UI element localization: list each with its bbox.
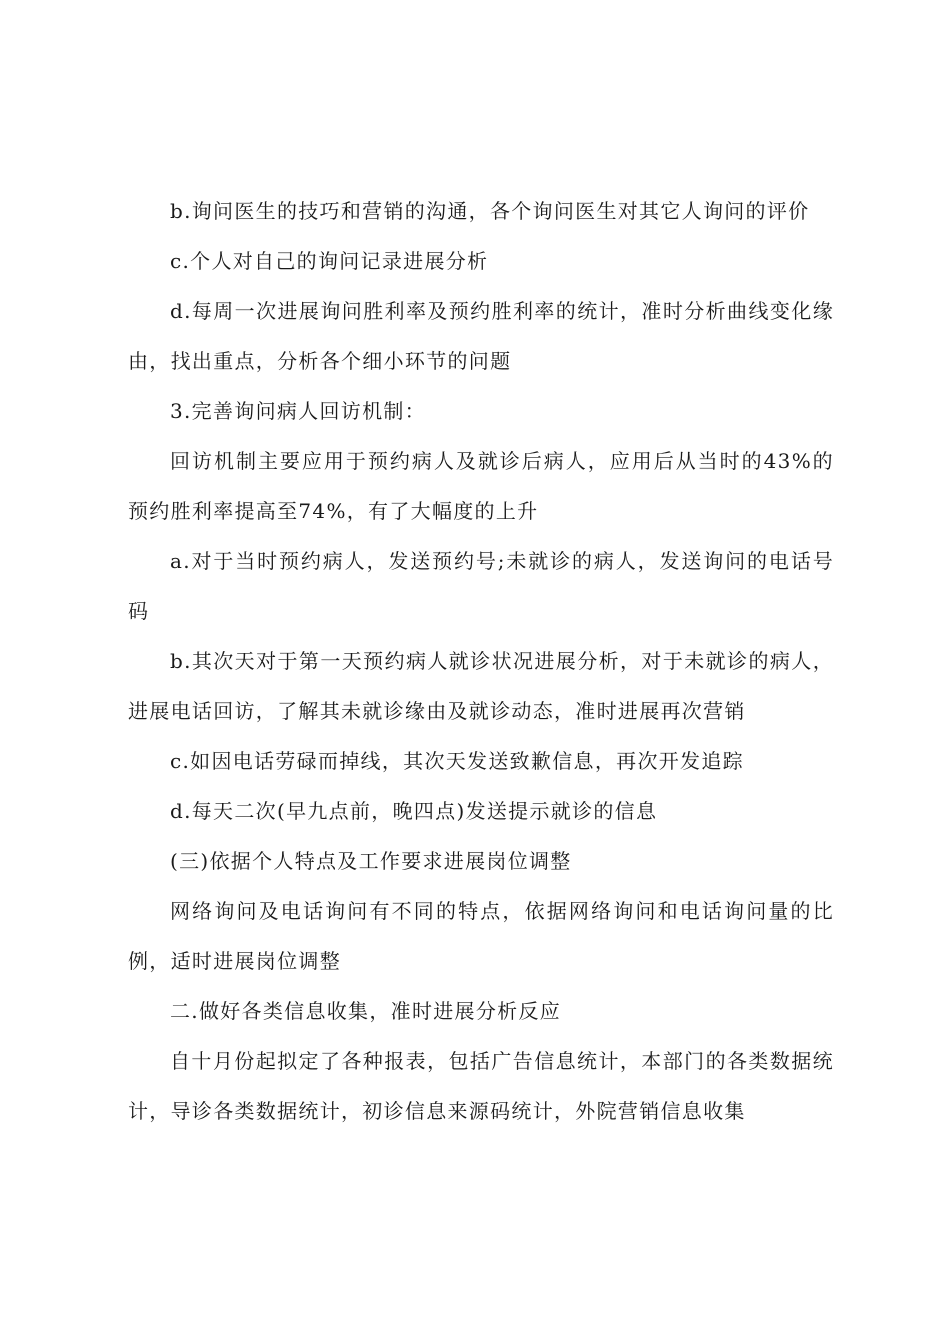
paragraph-b-next-day-analysis: b.其次天对于第一天预约病人就诊状况进展分析，对于未就诊的病人，进展电话回访，了解其未就诊缘由及就诊动态，准时进展再次营销 [128, 649, 834, 723]
paragraph-c-apology-message: c.如因电话劳碌而掉线，其次天发送致歉信息，再次开发追踪 [170, 749, 744, 773]
paragraph-b-consult-skills: b.询问医生的技巧和营销的沟通，各个询问医生对其它人询问的评价 [170, 199, 810, 223]
paragraph-callback-intro: 回访机制主要应用于预约病人及就诊后病人，应用后从当时的43%的预约胜利率提高至74%，有了大幅度的上升 [128, 449, 834, 523]
paragraph-c-self-analysis: c.个人对自己的询问记录进展分析 [170, 249, 489, 273]
paragraph-a-send-appointment: a.对于当时预约病人，发送预约号;未就诊的病人，发送询问的电话号码 [128, 549, 834, 623]
paragraph-d-reminder-message: d.每天二次(早九点前，晚四点)发送提示就诊的信息 [170, 799, 658, 823]
paragraph-online-phone-consult: 网络询问及电话询问有不同的特点，依据网络询问和电话询问量的比例，适时进展岗位调整 [128, 899, 834, 973]
document-body [128, 186, 834, 1136]
paragraph-d-weekly-stats: d.每周一次进展询问胜利率及预约胜利率的统计，准时分析曲线变化缘由，找出重点，分析各个细小环节的问题 [128, 299, 834, 373]
paragraph-reports: 自十月份起拟定了各种报表，包括广告信息统计，本部门的各类数据统计，导诊各类数据统计，初诊信息来源码统计，外院营销信息收集 [128, 1049, 834, 1123]
heading-3-position-adjustment: (三)依据个人特点及工作要求进展岗位调整 [170, 849, 572, 873]
heading-3-callback-mechanism: 3.完善询问病人回访机制： [170, 399, 426, 423]
heading-2-info-collection: 二.做好各类信息收集，准时进展分析反应 [170, 999, 562, 1023]
